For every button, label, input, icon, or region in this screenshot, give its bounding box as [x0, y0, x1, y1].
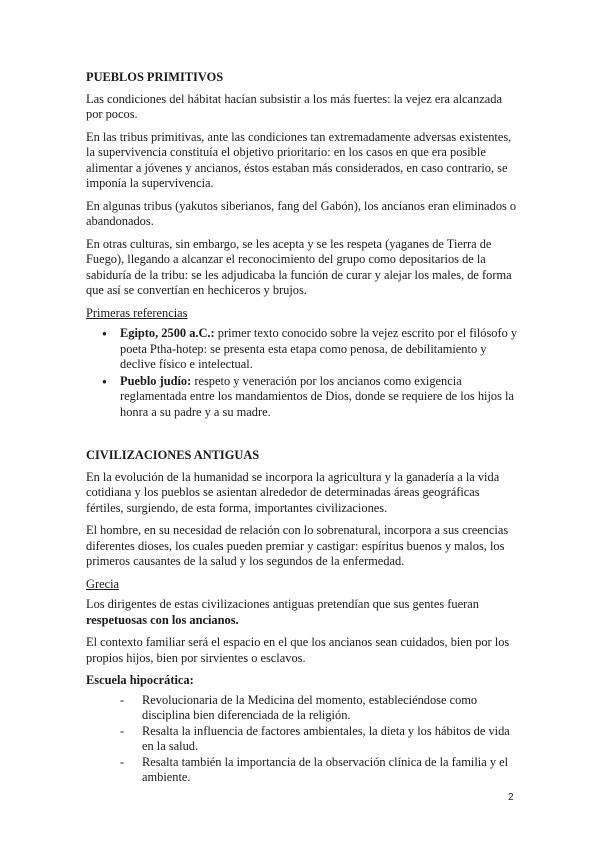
paragraph: En la evolución de la humanidad se incorpora la agricultura y la ganadería a la vida cotidiana y los pueblos se asientan alrededor de determinadas áreas geográficas fértiles, surgiendo, de esta forma, importantes civilizaciones.	[86, 469, 500, 515]
heading-escuela-hipocratica: Escuela hipocrática:	[86, 673, 194, 687]
subheading-primeras-referencias: Primeras referencias	[86, 305, 188, 320]
bullet-lead: Egipto, 2500 a.C.:	[120, 326, 215, 340]
bullet-lead: Pueblo judío:	[120, 373, 192, 388]
paragraph: El hombre, en su necesidad de relación con lo sobrenatural, incorpora a sus creencias diferentes dioses, los cuales pueden premiar y castigar: espíritus buenos y malos, los primeros causantes de la salud y los segundos de la enfermedad.	[86, 523, 509, 568]
bullet-text: primer texto conocido sobre la vejez escrito por el filósofo y poeta Ptha-hotep: se presenta esta etapa como penosa, de debilitamiento y declive físico e intelectual.	[120, 326, 518, 371]
bullet-list	[86, 326, 518, 420]
paragraph	[86, 597, 518, 628]
section-title-civilizaciones-antiguas: CIVILIZACIONES ANTIGUAS	[86, 448, 260, 462]
paragraph: Las condiciones del hábitat hacían subsistir a los más fuertes: la vejez era alcanzada por pocos.	[86, 91, 502, 121]
subheading-grecia: Grecia	[86, 576, 120, 591]
paragraph: El contexto familiar será el espacio en el que los ancianos sean cuidados, bien por los propios hijos, bien por sirvientes o esclavos.	[86, 635, 510, 665]
emphasis-text: respetuosas con los ancianos.	[86, 612, 239, 627]
paragraph: En otras culturas, sin embargo, se les acepta y se les respeta (yaganes de Tierra de Fuego), llegando a alcanzar el reconocimiento del grupo como depositarios de la sabiduría de la tribu: se les adjudicaba la función de curar y alejar los males, de forma que así se convertían en hechiceros y brujos.	[86, 236, 512, 297]
list-item: - Resalta la influencia de factores ambientales, la dieta y los hábitos de vida en la salud.	[86, 724, 518, 755]
list-item: - Resalta también la importancia de la observación clínica de la familia y el ambiente.	[86, 755, 518, 786]
bullet-text: respeto y veneración por los ancianos como exigencia reglamentada entre los mandamientos de Dios, donde se requiere de los hijos la honra a su padre y a su madre.	[120, 373, 514, 419]
dash-list	[86, 693, 518, 786]
paragraph: En las tribus primitivas, ante las condiciones tan extremadamente adversas existentes, la supervivencia constituía el objetivo prioritario: en los casos en que era posible alimentar a jóvenes y ancianos, éstos estaban más considerados, en caso contrario, se imponía la supervivencia.	[86, 129, 512, 190]
list-item	[86, 326, 518, 373]
list-item: - Revolucionaria de la Medicina del momento, estableciéndose como disciplina bien diferenciada de la religión.	[86, 693, 518, 724]
document-page	[86, 70, 518, 786]
spacer	[86, 426, 518, 448]
section-title-pueblos-primitivos: PUEBLOS PRIMITIVOS	[86, 70, 224, 84]
list-item	[86, 374, 518, 421]
page-number: 2	[508, 792, 514, 803]
paragraph-text: Los dirigentes de estas civilizaciones antiguas pretendían que sus gentes fueran	[86, 597, 479, 611]
paragraph: En algunas tribus (yakutos siberianos, fang del Gabón), los ancianos eran eliminados o abandonados.	[86, 198, 517, 228]
